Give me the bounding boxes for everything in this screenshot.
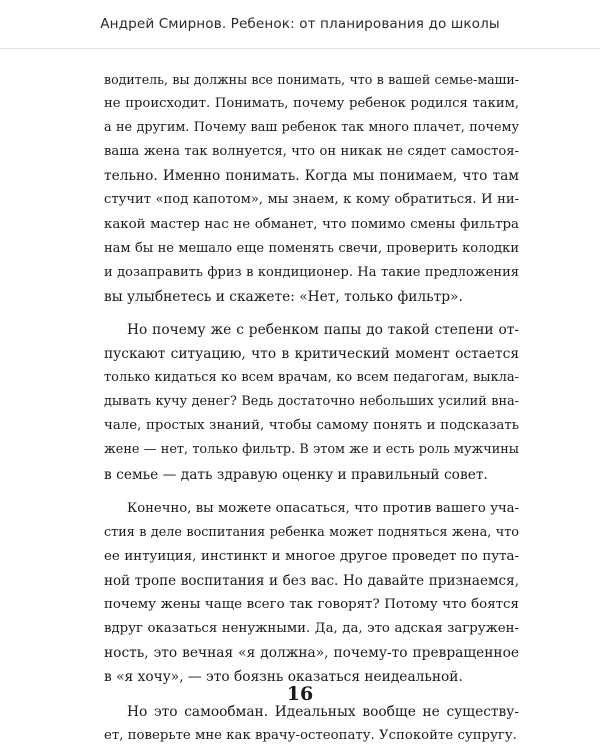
text-line: только кидаться ко всем врачам, ко всем педагогам, выкла- <box>104 370 519 386</box>
text-line: пускают ситуацию, что в критический момент остается <box>104 346 519 363</box>
text-line: ность, это вечная «я должна», почему-то превращенное <box>104 645 519 662</box>
text-line: Но почему же с ребенком папы до такой степени от- <box>127 321 519 338</box>
paragraph <box>104 497 519 690</box>
text-line: стучит «под капотом», мы знаем, к кому обратиться. И ни- <box>104 192 519 208</box>
paragraph <box>104 68 519 309</box>
text-line: в семье — дать здравую оценку и правильный совет. <box>104 466 488 483</box>
text-line: почему жены чаще всего так говорят? Потому что боятся <box>104 596 519 612</box>
text-line: ет, поверьте мне как врачу-остеопату. Успокойте супругу. <box>104 728 517 744</box>
text-line: вдруг оказаться ненужными. Да, да, это адская загружен- <box>104 621 519 637</box>
text-line: не происходит. Понимать, почему ребенок родился таким, <box>104 96 519 112</box>
text-line: в «я хочу», — это боязнь оказаться неидеальной. <box>104 669 463 686</box>
text-line: Конечно, вы можете опасаться, что против вашего уча- <box>127 500 519 516</box>
text-line: чале, простых знаний, чтобы самому понять и подсказать <box>104 418 519 434</box>
running-header: Андрей Смирнов. Ребенок: от планирования до школы <box>100 16 500 32</box>
header-divider <box>0 48 600 49</box>
text-line: какой мастер нас не обманет, что помимо смены фильтра <box>104 216 519 232</box>
text-line: стия в деле воспитания ребенка может подняться жена, что <box>104 524 519 540</box>
paragraph <box>104 700 519 748</box>
text-line: а не другим. Почему ваш ребенок так много плачет, почему <box>104 120 519 136</box>
text-line: жене — нет, только фильтр. В этом же и есть роль мужчины <box>104 442 519 458</box>
paragraph <box>104 318 519 487</box>
page-number: 16 <box>286 683 314 705</box>
text-line: ее интуиция, инстинкт и многое другое проведет по пута- <box>104 548 519 564</box>
text-line: ваша жена так волнуется, что он никак не сядет самостоя- <box>104 144 519 160</box>
text-line: вы улыбнетесь и скажете: «Нет, только фильтр». <box>104 288 463 305</box>
body-text <box>104 68 519 749</box>
text-line: тельно. Именно понимать. Когда мы понимаем, что там <box>104 168 519 185</box>
text-line: Но это самообман. Идеальных вообще не существу- <box>127 704 519 721</box>
text-line: нам бы не мешало еще поменять свечи, проверить колодки <box>104 240 519 256</box>
text-line: ной тропе воспитания и без вас. Но давайте признаемся, <box>104 572 519 589</box>
text-line: водитель, вы должны все понимать, что в вашей семье-маши- <box>104 72 519 87</box>
text-line: и дозаправить фриз в кондиционер. На такие предложения <box>104 264 519 280</box>
text-line: дывать кучу денег? Ведь достаточно небольших усилий вна- <box>104 394 519 410</box>
